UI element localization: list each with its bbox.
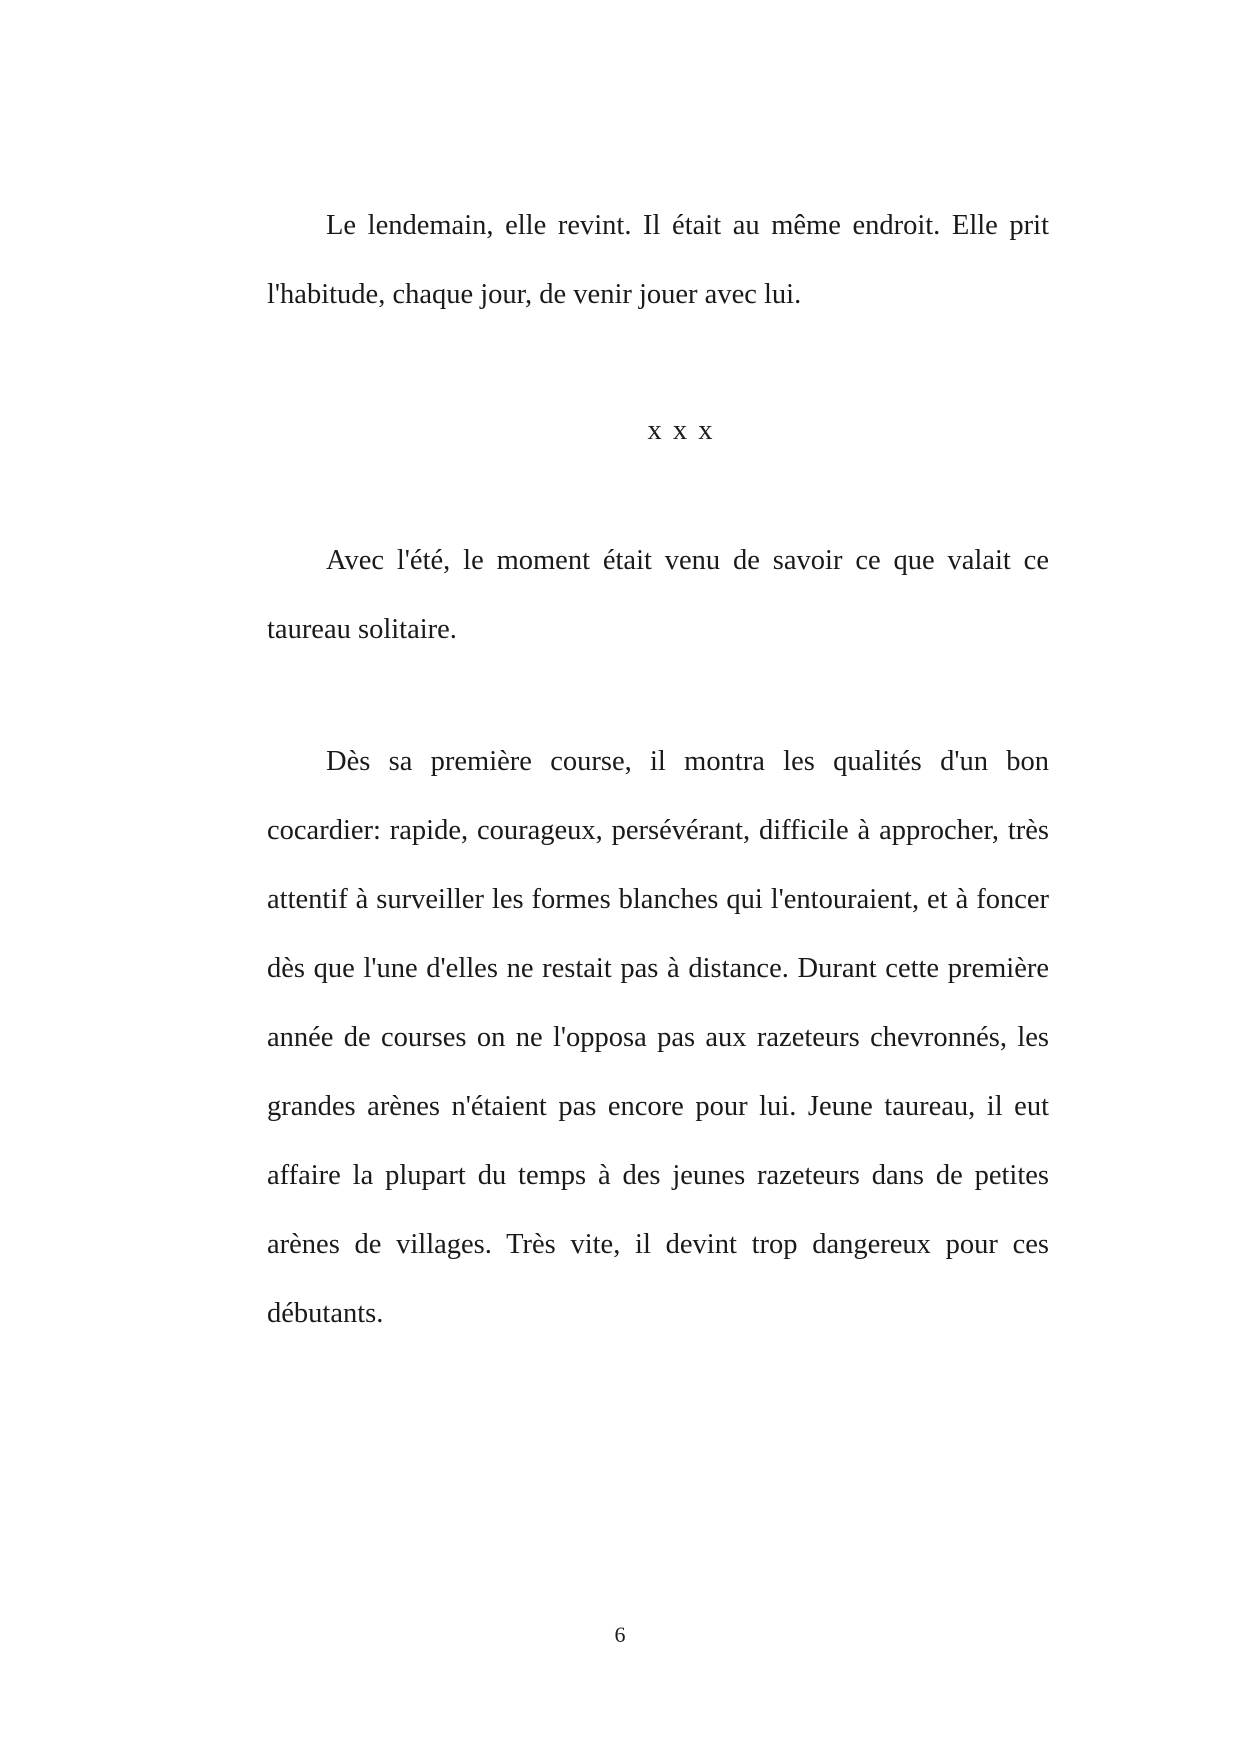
paragraph-1: Le lendemain, elle revint. Il était au même endroit. Elle prit l'habitude, chaque jour, de venir jouer avec lui. — [267, 210, 1049, 310]
section-separator: x x x — [647, 415, 715, 446]
paragraph-3: Dès sa première course, il montra les qualités d'un bon cocardier: rapide, courageux, persévérant, difficile à approcher, très attentif à surveiller les formes blanches qui l'entouraient, et à foncer dès que l'une d'elles ne restait pas à distance. Durant cette première année de courses on ne l'opposa pas aux razeteurs chevronnés, les grandes arènes n'étaient pas encore pour lui. Jeune taureau, il eut affaire la plupart du temps à des jeunes razeteurs dans de petites arènes de villages. Très vite, il devint trop dangereux pour ces débutants. — [267, 746, 1049, 1329]
page-number: 6 — [614, 1622, 626, 1647]
paragraph-2: Avec l'été, le moment était venu de savoir ce que valait ce taureau solitaire. — [267, 545, 1049, 645]
